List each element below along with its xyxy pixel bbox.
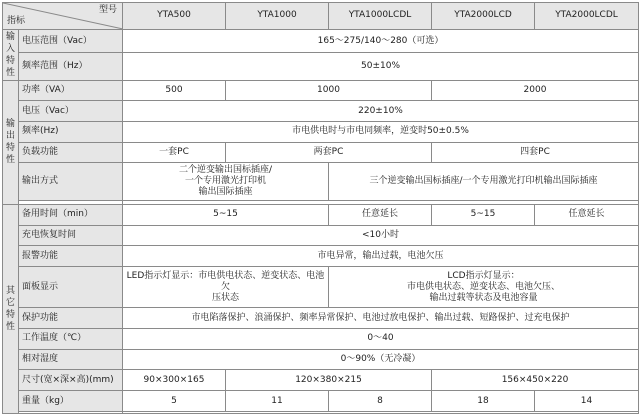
cell-value: 0～90%（无冷凝）: [123, 349, 639, 370]
row-label: 电压范围（Vac）: [19, 29, 123, 52]
cell-line: 三个逆变输出国标插座/一个专用激光打印机输出国际插座: [369, 176, 598, 187]
cell-value: 一套PC: [123, 142, 226, 163]
cell-value: 500: [123, 80, 226, 101]
row-weight: [3, 391, 639, 412]
row-label: 负载功能: [19, 142, 123, 163]
row-voltage-range: [3, 29, 639, 52]
row-alarm: [3, 246, 639, 267]
row-label: [19, 411, 123, 413]
cell-value: 市电异常，输出过载，电池欠压: [123, 246, 639, 267]
cell-value: 5~15: [432, 204, 535, 225]
model-header: YTA1000: [226, 3, 329, 30]
cell-value: 220±10%: [123, 101, 639, 122]
row-freq-range: [3, 53, 639, 80]
cell-value: [329, 266, 639, 307]
header-corner-cell: [3, 3, 123, 30]
cell-value: 四套PC: [432, 142, 639, 163]
cell-value: 任意延长: [329, 204, 432, 225]
row-load: [3, 142, 639, 163]
cell-value: 8: [329, 391, 432, 412]
cell-value: 18: [432, 391, 535, 412]
row-label: 频率(Hz): [19, 122, 123, 143]
row-label: 相对湿度: [19, 349, 123, 370]
cell-value: 14: [535, 391, 639, 412]
row-out-freq: [3, 122, 639, 143]
cell-value: [123, 411, 639, 413]
row-power: [3, 80, 639, 101]
cell-value: 50±10%: [123, 53, 639, 80]
row-output-mode: [3, 163, 639, 200]
row-label: 保护功能: [19, 308, 123, 329]
cell-value: 0～40: [123, 329, 639, 350]
model-header: YTA2000LCDL: [535, 3, 639, 30]
cell-value: [123, 163, 329, 200]
cell-value: <10小时: [123, 225, 639, 246]
row-label: 重量（kg）: [19, 391, 123, 412]
row-recharge: [3, 225, 639, 246]
cell-line: LED指示灯显示：市电供电状态、逆变状态、电池欠: [126, 270, 325, 292]
row-humidity: [3, 349, 639, 370]
cell-line: 输出国际插座: [198, 187, 253, 198]
cell-line: 二个逆变输出国标插座/: [178, 165, 273, 176]
row-label: 功率（VA）: [19, 80, 123, 101]
row-backup-time: [3, 204, 639, 225]
model-label: 型号: [98, 5, 117, 15]
cell-value: 5~15: [123, 204, 329, 225]
cell-value: 120×380×215: [226, 370, 432, 391]
row-label: 频率范围（Hz）: [19, 53, 123, 80]
cell-line: 一个专用激光打印机: [184, 176, 266, 187]
row-label: 电压（Vac）: [19, 101, 123, 122]
cell-value: [123, 266, 329, 307]
row-label: 报警功能: [19, 246, 123, 267]
row-size: [3, 370, 639, 391]
row-label: 输出方式: [19, 163, 123, 200]
cell-value: 1000: [226, 80, 432, 101]
cell-line: LCD指示灯显示：: [447, 270, 520, 281]
model-header: YTA2000LCD: [432, 3, 535, 30]
cell-value: 任意延长: [535, 204, 639, 225]
cell-line: 输出过载等状态及电池容量: [429, 292, 538, 303]
row-temperature: [3, 329, 639, 350]
cell-value: 156×450×220: [432, 370, 639, 391]
row-label: 工作温度（℃）: [19, 329, 123, 350]
row-spacer: [3, 411, 639, 413]
model-header: YTA1000LCDL: [329, 3, 432, 30]
row-out-voltage: [3, 101, 639, 122]
cell-value: [329, 163, 639, 200]
row-label: 尺寸(宽×深×高)(mm): [19, 370, 123, 391]
spec-table: [2, 2, 639, 414]
group-output-label: 输 出 特 性: [3, 80, 19, 204]
row-label: 面板显示: [19, 266, 123, 307]
group-other-label: 其 它 特 性: [3, 204, 19, 413]
cell-value: 90×300×165: [123, 370, 226, 391]
model-header: YTA500: [123, 3, 226, 30]
cell-value: 11: [226, 391, 329, 412]
row-label: 充电恢复时间: [19, 225, 123, 246]
header-row: [3, 3, 639, 30]
cell-value: 165～275/140～280（可选）: [123, 29, 639, 52]
metric-label: 指标: [7, 15, 26, 26]
cell-value: 市电陷落保护、浪涌保护、频率异常保护、电池过放电保护、输出过载、短路保护、过充电保护: [123, 308, 639, 329]
cell-line: 压状态: [211, 292, 239, 303]
cell-value: 市电供电时与市电同频率，逆变时50±0.5%: [123, 122, 639, 143]
cell-value: 5: [123, 391, 226, 412]
cell-value: 2000: [432, 80, 639, 101]
group-input-label: 输 入 特 性: [3, 29, 19, 80]
row-label: 备用时间（min）: [19, 204, 123, 225]
row-protection: [3, 308, 639, 329]
cell-value: 两套PC: [226, 142, 432, 163]
row-panel: [3, 266, 639, 307]
cell-line: 市电供电状态、逆变状态、电池欠压、: [406, 281, 560, 292]
